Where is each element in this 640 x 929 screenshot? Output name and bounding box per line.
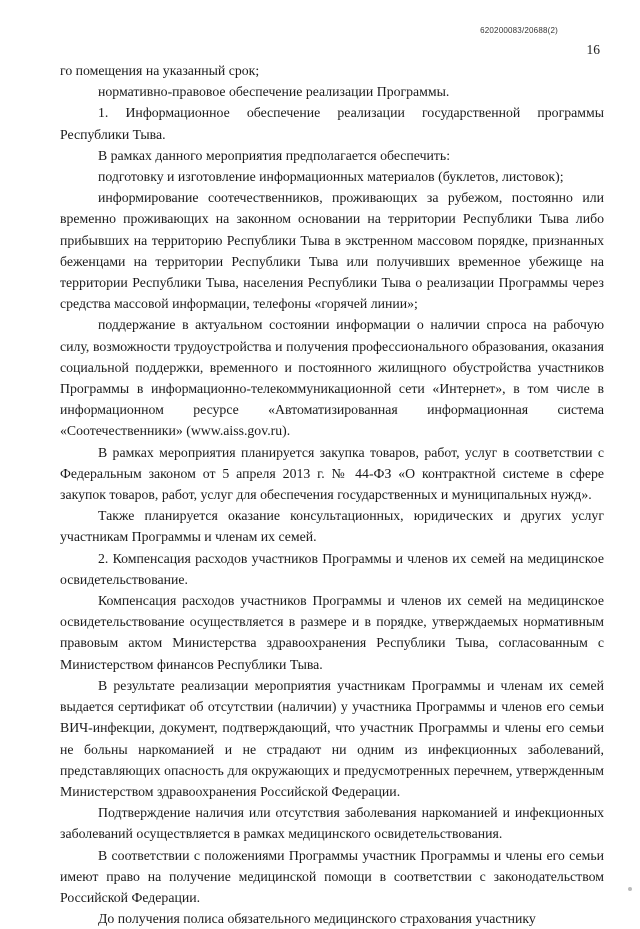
scan-artifact-mark <box>628 887 632 891</box>
paragraph: Компенсация расходов участников Программы и членов их семей на медицинское освидетельствование осуществляется в размере и в порядке, утверждаемых нормативным правовым актом Министерства здравоохранения Республики Тыва, согласованным с Министерством финансов Республики Тыва. <box>60 593 604 672</box>
paragraph: го помещения на указанный срок; <box>60 63 260 78</box>
paragraph: поддержание в актуальном состоянии информации о наличии спроса на рабочую силу, возможности трудоустройства и получения профессионального образования, оказания социальной поддержки, временного и постоянного жилищного обустройства участников Программы в информационно-телекоммуникационной сети «Интернет», в том числе в информационном ресурсе «Автоматизированная информационная система «Соотечественники» (www.aiss.gov.ru). <box>60 317 604 439</box>
paragraph: В рамках данного мероприятия предполагается обеспечить: <box>98 147 451 163</box>
paragraph: подготовку и изготовление информационных материалов (буклетов, листовок); <box>98 169 564 185</box>
paragraph: В соответствии с положениями Программы участник Программы и члены его семьи имеют право на получение медицинской помощи в соответствии с законодательством Российской Федерации. <box>60 847 604 905</box>
paragraph: В результате реализации мероприятия участникам Программы и членам их семей выдается сертификат об отсутствии (наличии) у участника Программы и членов его семьи ВИЧ-инфекции, документ, подтверждающий, что участник Программы и члены его семьи не больны наркоманией и не страдают ни одним из инфекционных заболеваний, представляющих опасность для окружающих и предусмотренных перечнем, утвержденным Министерством здравоохранения Российской Федерации. <box>60 677 604 799</box>
section-heading: 2. Компенсация расходов участников Программы и членов их семей на медицинское освидетельствование. <box>60 550 604 587</box>
document-id: 620200083/20688(2) <box>480 26 558 35</box>
paragraph: В рамках мероприятия планируется закупка товаров, работ, услуг в соответствии с Федеральным законом от 5 апреля 2013 г. № 44-ФЗ «О контрактной системе в сфере закупок товаров, работ, услуг для обеспечения государственных и муниципальных нужд». <box>60 444 604 503</box>
document-body <box>60 60 604 929</box>
paragraph: Также планируется оказание консультационных, юридических и других услуг участникам Программы и членам их семей. <box>60 508 604 545</box>
section-heading: 1. Информационное обеспечение реализации государственной программы Республики Тыва. <box>60 105 604 142</box>
paragraph: нормативно-правовое обеспечение реализации Программы. <box>98 84 450 100</box>
paragraph: Подтверждение наличия или отсутствия заболевания наркоманией и инфекционных заболеваний осуществляется в рамках медицинского освидетельствования. <box>60 805 604 842</box>
paragraph: До получения полиса обязательного медицинского страхования участнику <box>98 911 536 927</box>
paragraph: информирование соотечественников, проживающих за рубежом, постоянно или временно проживающих на законном основании на территории Республики Тыва либо прибывших на территорию Республики Тыва в экстренном массовом порядке, признанных беженцами на территории Республики Тыва или получивших временное убежище на территории Республики Тыва, населения Республики Тыва о реализации Программы через средства массовой информации, телефоны «горячей линии»; <box>60 190 604 312</box>
page-number: 16 <box>586 42 600 57</box>
